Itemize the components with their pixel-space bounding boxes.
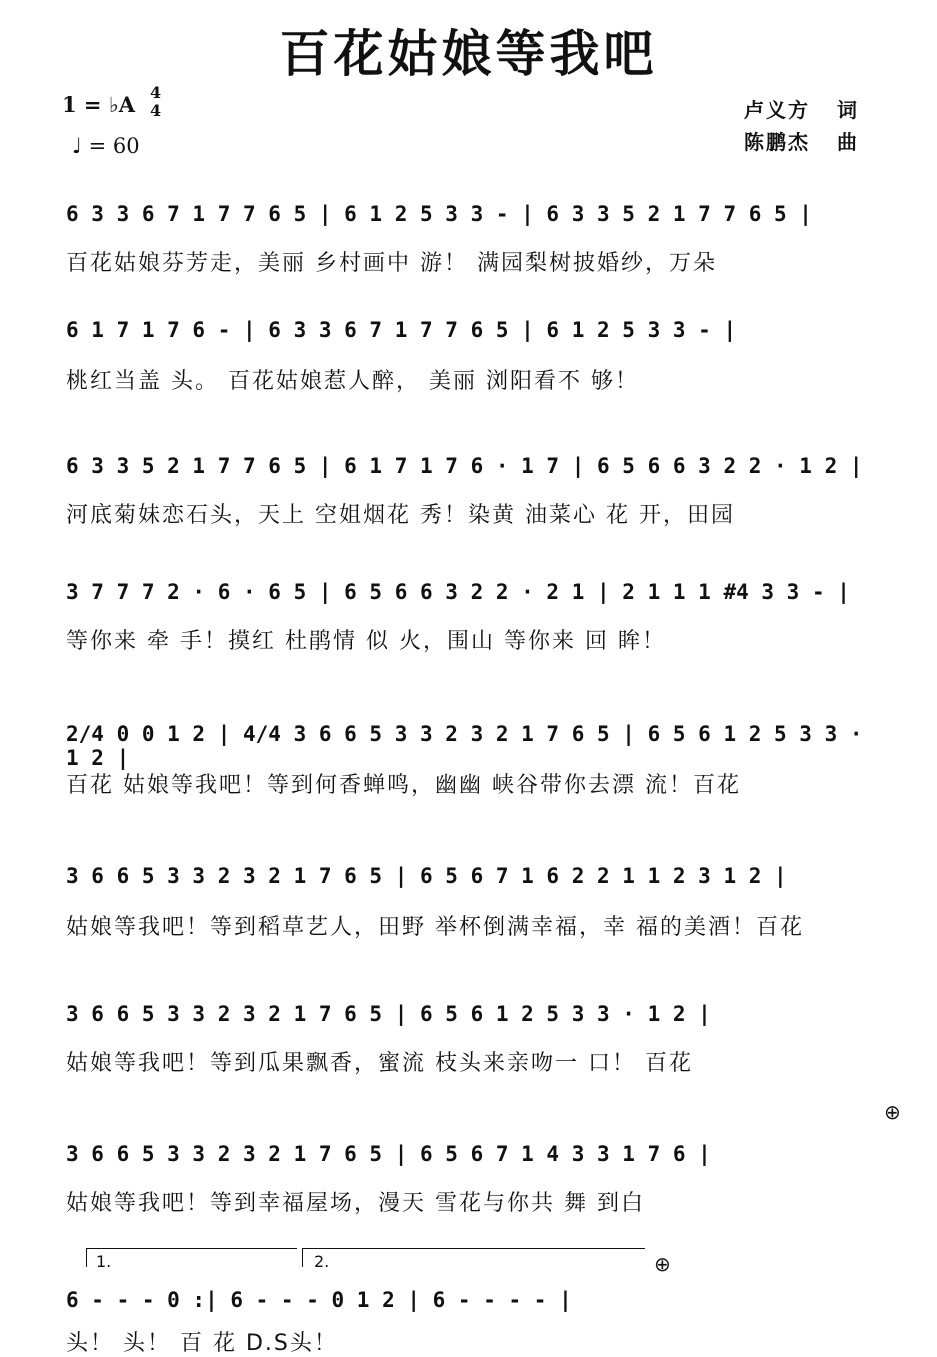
- lyrics-row: 百花姑娘芬芳走，美丽 乡村画中 游！ 满园梨树披婚纱，万朵: [66, 251, 717, 276]
- notes-row: 6 3 3 6 7 1 7 7 6 5 | 6 1 2 5 3 3 - | 6 3 3 5 2 1 7 7 6 5 |: [66, 202, 812, 226]
- lyrics-row: 姑娘等我吧！等到幸福屋场，漫天 雪花与你共 舞 到白: [66, 1191, 645, 1216]
- lyrics-row: 桃红当盖 头。 百花姑娘惹人醉， 美丽 浏阳看不 够！: [66, 369, 639, 394]
- lyrics-row: 等你来 牵 手！摸红 杜鹃情 似 火，围山 等你来 回 眸！: [66, 629, 666, 654]
- tempo-marking: ♩ = 60: [72, 134, 140, 158]
- composer-credit: [744, 126, 859, 155]
- notes-row: 6 3 3 5 2 1 7 7 6 5 | 6 1 7 1 7 6 · 1 7 | 6 5 6 6 3 2 2 · 1 2 |: [66, 454, 863, 478]
- coda-sign-icon: ⊕: [654, 1252, 671, 1276]
- time-signature-top: 4: [150, 83, 162, 102]
- song-title: 百花姑娘等我吧: [279, 24, 658, 83]
- notes-row: 6 1 7 1 7 6 - | 6 3 3 6 7 1 7 7 6 5 | 6 1 2 5 3 3 - |: [66, 318, 737, 342]
- notes-row: 3 6 6 5 3 3 2 3 2 1 7 6 5 | 6 5 6 7 1 6 2 2 1 1 2 3 1 2 |: [66, 864, 787, 888]
- notes-row: 3 6 6 5 3 3 2 3 2 1 7 6 5 | 6 5 6 7 1 4 3 3 1 7 6 |: [66, 1142, 711, 1166]
- volta-first-label: 1.: [96, 1252, 112, 1271]
- notes-row: 3 6 6 5 3 3 2 3 2 1 7 6 5 | 6 5 6 1 2 5 3 3 · 1 2 |: [66, 1002, 711, 1026]
- lyrics-row: 百花 姑娘等我吧！等到何香蝉鸣，幽幽 峡谷带你去漂 流！百花: [66, 773, 741, 798]
- notes-row: 3 7 7 7 2 · 6 · 6 5 | 6 5 6 6 3 2 2 · 2 1 | 2 1 1 1 #4 3 3 - |: [66, 580, 850, 604]
- lyrics-row: 姑娘等我吧！等到瓜果飘香，蜜流 枝头来亲吻一 口！ 百花: [66, 1051, 693, 1076]
- time-signature: [150, 84, 161, 120]
- volta-second-bracket: [302, 1248, 645, 1267]
- lyricist-role: 词: [836, 98, 859, 122]
- lyrics-row: 头！ 头！ 百 花 D.S头！: [66, 1331, 338, 1356]
- composer-name: 陈鹏杰: [744, 130, 810, 154]
- volta-second-label: 2.: [314, 1252, 330, 1271]
- time-signature-bottom: 4: [150, 101, 162, 120]
- lyrics-row: 姑娘等我吧！等到稻草艺人，田野 举杯倒满幸福，幸 福的美酒！百花: [66, 915, 804, 940]
- lyricist-credit: [744, 94, 859, 123]
- coda-sign-icon: ⊕: [884, 1100, 901, 1124]
- notes-row: 2/4 0 0 1 2 | 4/4 3 6 6 5 3 3 2 3 2 1 7 6 5 | 6 5 6 1 2 5 3 3 · 1 2 |: [66, 722, 863, 770]
- key-signature: 1 = ♭A: [62, 92, 136, 117]
- lyrics-row: 河底菊妹恋石头，天上 空姐烟花 秀！染黄 油菜心 花 开，田园: [66, 503, 735, 528]
- lyricist-name: 卢义方: [744, 98, 810, 122]
- notes-row: 6 - - - 0 :| 6 - - - 0 1 2 | 6 - - - - |: [66, 1288, 572, 1312]
- composer-role: 曲: [836, 130, 859, 154]
- volta-first-bracket: [86, 1248, 297, 1267]
